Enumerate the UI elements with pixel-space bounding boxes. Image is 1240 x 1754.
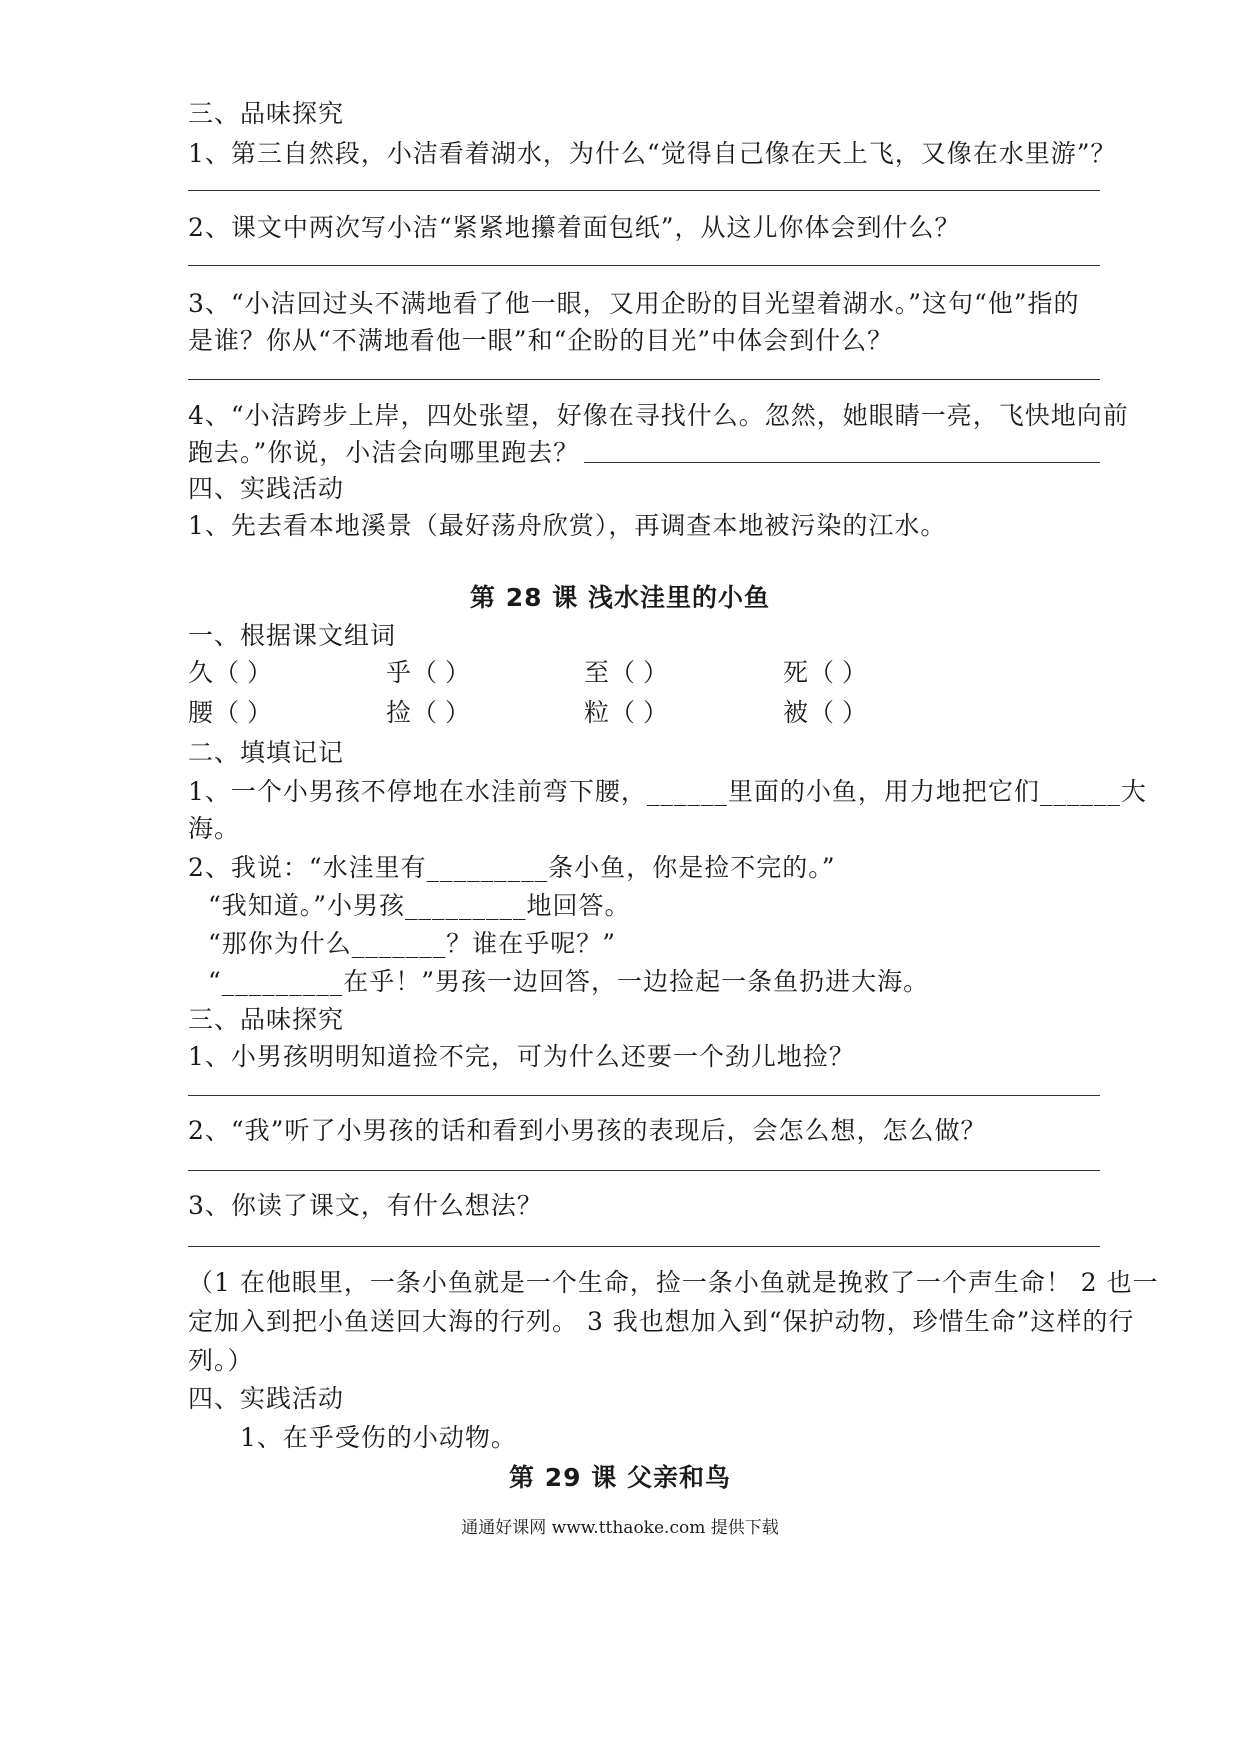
- lesson-28-title: 第 28 课 浅水洼里的小鱼: [470, 583, 770, 612]
- question-4-line1: 4、“小洁跨步上岸，四处张望，好像在寻找什么。忽然，她眼睛一亮，飞快地向前: [188, 401, 1129, 430]
- lesson28-activity-1: 1、在乎受伤的小动物。: [240, 1423, 517, 1452]
- word-blank: （ ）: [214, 658, 272, 687]
- fill-2-line4: “_________在乎！”男孩一边回答，一边捡起一条鱼扔进大海。: [208, 967, 930, 996]
- answer-line: [188, 265, 1100, 266]
- word-blank: （ ）: [809, 658, 867, 687]
- question-1: 1、第三自然段，小洁看着湖水，为什么“觉得自己像在天上飞，又像在水里游”？: [188, 139, 1117, 168]
- fill-1-line1: 1、一个小男孩不停地在水洼前弯下腰，______里面的小鱼，用力地把它们______大: [188, 777, 1147, 806]
- answer-line: [188, 190, 1100, 191]
- lesson-29-title: 第 29 课 父亲和鸟: [509, 1463, 731, 1492]
- question-3-line1: 3、“小洁回过头不满地看了他一眼，又用企盼的目光望着湖水。”这句“他”指的: [188, 289, 1080, 318]
- answer-line: [188, 379, 1100, 380]
- fill-2-line2: “我知道。”小男孩_________地回答。: [208, 891, 631, 920]
- lesson28-question-3: 3、你读了课文，有什么想法？: [188, 1191, 543, 1220]
- word-blank: （ ）: [412, 698, 470, 727]
- word-char: 粒: [584, 698, 610, 727]
- fill-1-line2: 海。: [188, 814, 241, 843]
- reference-answer-line2: 定加入到把小鱼送回大海的行列。 3 我也想加入到“保护动物，珍惜生命”这样的行: [188, 1307, 1135, 1336]
- question-2: 2、课文中两次写小洁“紧紧地攥着面包纸”，从这儿你体会到什么？: [188, 213, 961, 242]
- word-blank: （ ）: [809, 698, 867, 727]
- section3-heading: 三、品味探究: [188, 99, 345, 128]
- word-char: 死: [783, 658, 809, 687]
- word-char: 腰: [188, 698, 214, 727]
- answer-line: [188, 1095, 1100, 1096]
- word-char: 至: [584, 658, 610, 687]
- fill-2-line1: 2、我说：“水洼里有_________条小鱼，你是捡不完的。”: [188, 853, 836, 882]
- word-char: 被: [783, 698, 809, 727]
- section4-heading: 四、实践活动: [188, 474, 345, 503]
- answer-line: [188, 1246, 1100, 1247]
- activity-1: 1、先去看本地溪景（最好荡舟欣赏），再调查本地被污染的江水。: [188, 511, 947, 540]
- question-4-line2: 跑去。”你说，小洁会向哪里跑去？: [188, 438, 580, 467]
- word-blank: （ ）: [610, 698, 668, 727]
- reference-answer-line1: （1 在他眼里，一条小鱼就是一个生命，捡一条小鱼就是挽救了一个声生命！ 2 也一: [188, 1268, 1159, 1297]
- lesson28-section1-heading: 一、根据课文组词: [188, 621, 397, 650]
- word-char: 捡: [386, 698, 412, 727]
- word-blank: （ ）: [214, 698, 272, 727]
- lesson28-question-1: 1、小男孩明明知道捡不完，可为什么还要一个劲儿地捡？: [188, 1042, 855, 1071]
- lesson28-question-2: 2、“我”听了小男孩的话和看到小男孩的表现后，会怎么想，怎么做？: [188, 1116, 987, 1145]
- question-3-line2: 是谁？你从“不满地看他一眼”和“企盼的目光”中体会到什么？: [188, 326, 894, 355]
- lesson28-section4-heading: 四、实践活动: [188, 1384, 345, 1413]
- word-char: 久: [188, 658, 214, 687]
- word-blank: （ ）: [610, 658, 668, 687]
- lesson28-section2-heading: 二、填填记记: [188, 738, 345, 767]
- reference-answer-line3: 列。）: [188, 1346, 254, 1375]
- footer-credit: 通通好课网 www.tthaoke.com 提供下载: [461, 1518, 779, 1538]
- word-blank: （ ）: [412, 658, 470, 687]
- inline-answer-line: [584, 462, 1100, 463]
- fill-2-line3: “那你为什么_______？谁在乎呢？”: [208, 929, 617, 958]
- lesson28-section3-heading: 三、品味探究: [188, 1005, 345, 1034]
- word-char: 乎: [386, 658, 412, 687]
- answer-line: [188, 1170, 1100, 1171]
